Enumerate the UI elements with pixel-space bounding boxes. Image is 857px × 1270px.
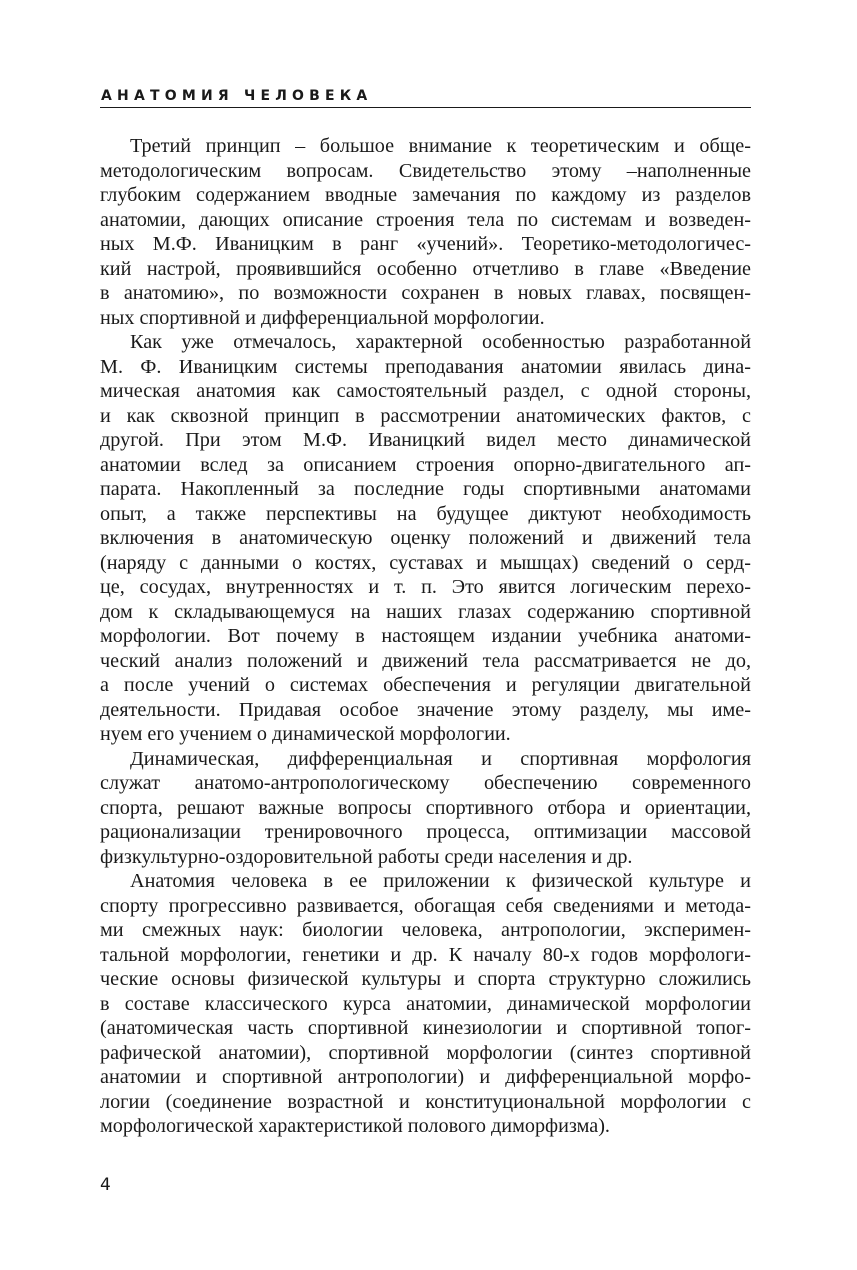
header-rule (100, 107, 751, 108)
text-line: опыт, а также перспективы на будущее диктуют необходимость (100, 502, 751, 525)
text-line: анатомии и спортивной антропологии) и дифференциальной морфо- (100, 1066, 751, 1088)
paragraph (100, 330, 751, 747)
text-line: (наряду с данными о костях, суставах и мышцах) сведений о серд- (100, 551, 751, 574)
text-line: и как сквозной принцип в рассмотрении анатомических фактов, с (100, 404, 751, 427)
text-line: рафической анатомии), спортивной морфологии (синтез спортивной (100, 1041, 751, 1064)
text-line: анатомии вслед за описанием строения опорно-двигательного ап- (100, 453, 751, 476)
text-line: ческий анализ положений и движений тела рассматривается не до, (100, 649, 751, 672)
text-line: парата. Накопленный за последние годы спортивными анатомами (100, 478, 751, 500)
text-line: физкультурно-оздоровительной работы среди населения и др. (100, 845, 633, 868)
text-line: (анатомическая часть спортивной кинезиологии и спортивной топог- (100, 1017, 751, 1039)
text-line: включения в анатомическую оценку положений и движений тела (100, 527, 751, 549)
text-line: кий настрой, проявившийся особенно отчетливо в главе «Введение (100, 257, 751, 280)
text-line: Анатомия человека в ее приложении к физической культуре и (130, 870, 751, 892)
text-line: ных спортивной и дифференциальной морфологии. (100, 306, 545, 329)
text-line: рационализации тренировочного процесса, оптимизации массовой (100, 821, 751, 843)
text-line: логии (соединение возрастной и конституциональной морфологии с (100, 1090, 751, 1113)
paragraph (100, 134, 751, 330)
text-line: мическая анатомия как самостоятельный раздел, с одной стороны, (100, 380, 751, 402)
main-text (100, 134, 751, 1139)
text-line: нуем его учением о динамической морфологии. (100, 723, 511, 745)
text-line: другой. При этом М.Ф. Иваницкий видел место динамической (100, 429, 751, 451)
paragraph (100, 747, 751, 870)
running-title: АНАТОМИЯ ЧЕЛОВЕКА (101, 88, 373, 104)
text-line: морфологии. Вот почему в настоящем издании учебника анатоми- (100, 625, 751, 647)
text-line: ми смежных наук: биологии человека, антропологии, эксперимен- (100, 919, 751, 941)
text-line: деятельности. Придавая особое значение этому разделу, мы име- (100, 698, 751, 721)
text-line: спорту прогрессивно развивается, обогащая себя сведениями и метода- (100, 894, 751, 917)
text-line: а после учений о системах обеспечения и регуляции двигательной (100, 674, 751, 696)
text-line: Третий принцип – большое внимание к теоретическим и обще- (130, 135, 751, 157)
text-line: анатомии, дающих описание строения тела по системам и возведен- (100, 208, 751, 231)
text-line: тальной морфологии, генетики и др. К началу 80-х годов морфологи- (100, 943, 751, 966)
text-line: методологическим вопросам. Свидетельство этому –наполненные (100, 159, 751, 182)
page-number: 4 (100, 1175, 111, 1195)
paragraph (100, 869, 751, 1139)
text-line: в составе классического курса анатомии, динамической морфологии (100, 992, 751, 1015)
text-line: в анатомию», по возможности сохранен в новых главах, посвящен- (100, 282, 751, 304)
text-line: дом к складывающемуся на наших глазах содержанию спортивной (100, 600, 751, 623)
text-line: Как уже отмечалось, характерной особенностью разработанной (130, 331, 751, 353)
text-line: служат анатомо-антропологическому обеспечению современного (100, 772, 751, 794)
text-line: ческие основы физической культуры и спорта структурно сложились (100, 968, 751, 990)
text-line: Динамическая, дифференциальная и спортивная морфология (130, 747, 751, 770)
text-line: морфологической характеристикой полового диморфизма). (100, 1115, 610, 1137)
text-line: спорта, решают важные вопросы спортивного отбора и ориентации, (100, 796, 751, 819)
text-line: глубоким содержанием вводные замечания по каждому из разделов (100, 184, 751, 206)
text-line: М. Ф. Иваницким системы преподавания анатомии явилась дина- (100, 355, 751, 378)
text-line: ных М.Ф. Иваницким в ранг «учений». Теоретико-методологичес- (100, 233, 751, 255)
text-line: це, сосудах, внутренностях и т. п. Это явится логическим перехо- (100, 576, 751, 598)
